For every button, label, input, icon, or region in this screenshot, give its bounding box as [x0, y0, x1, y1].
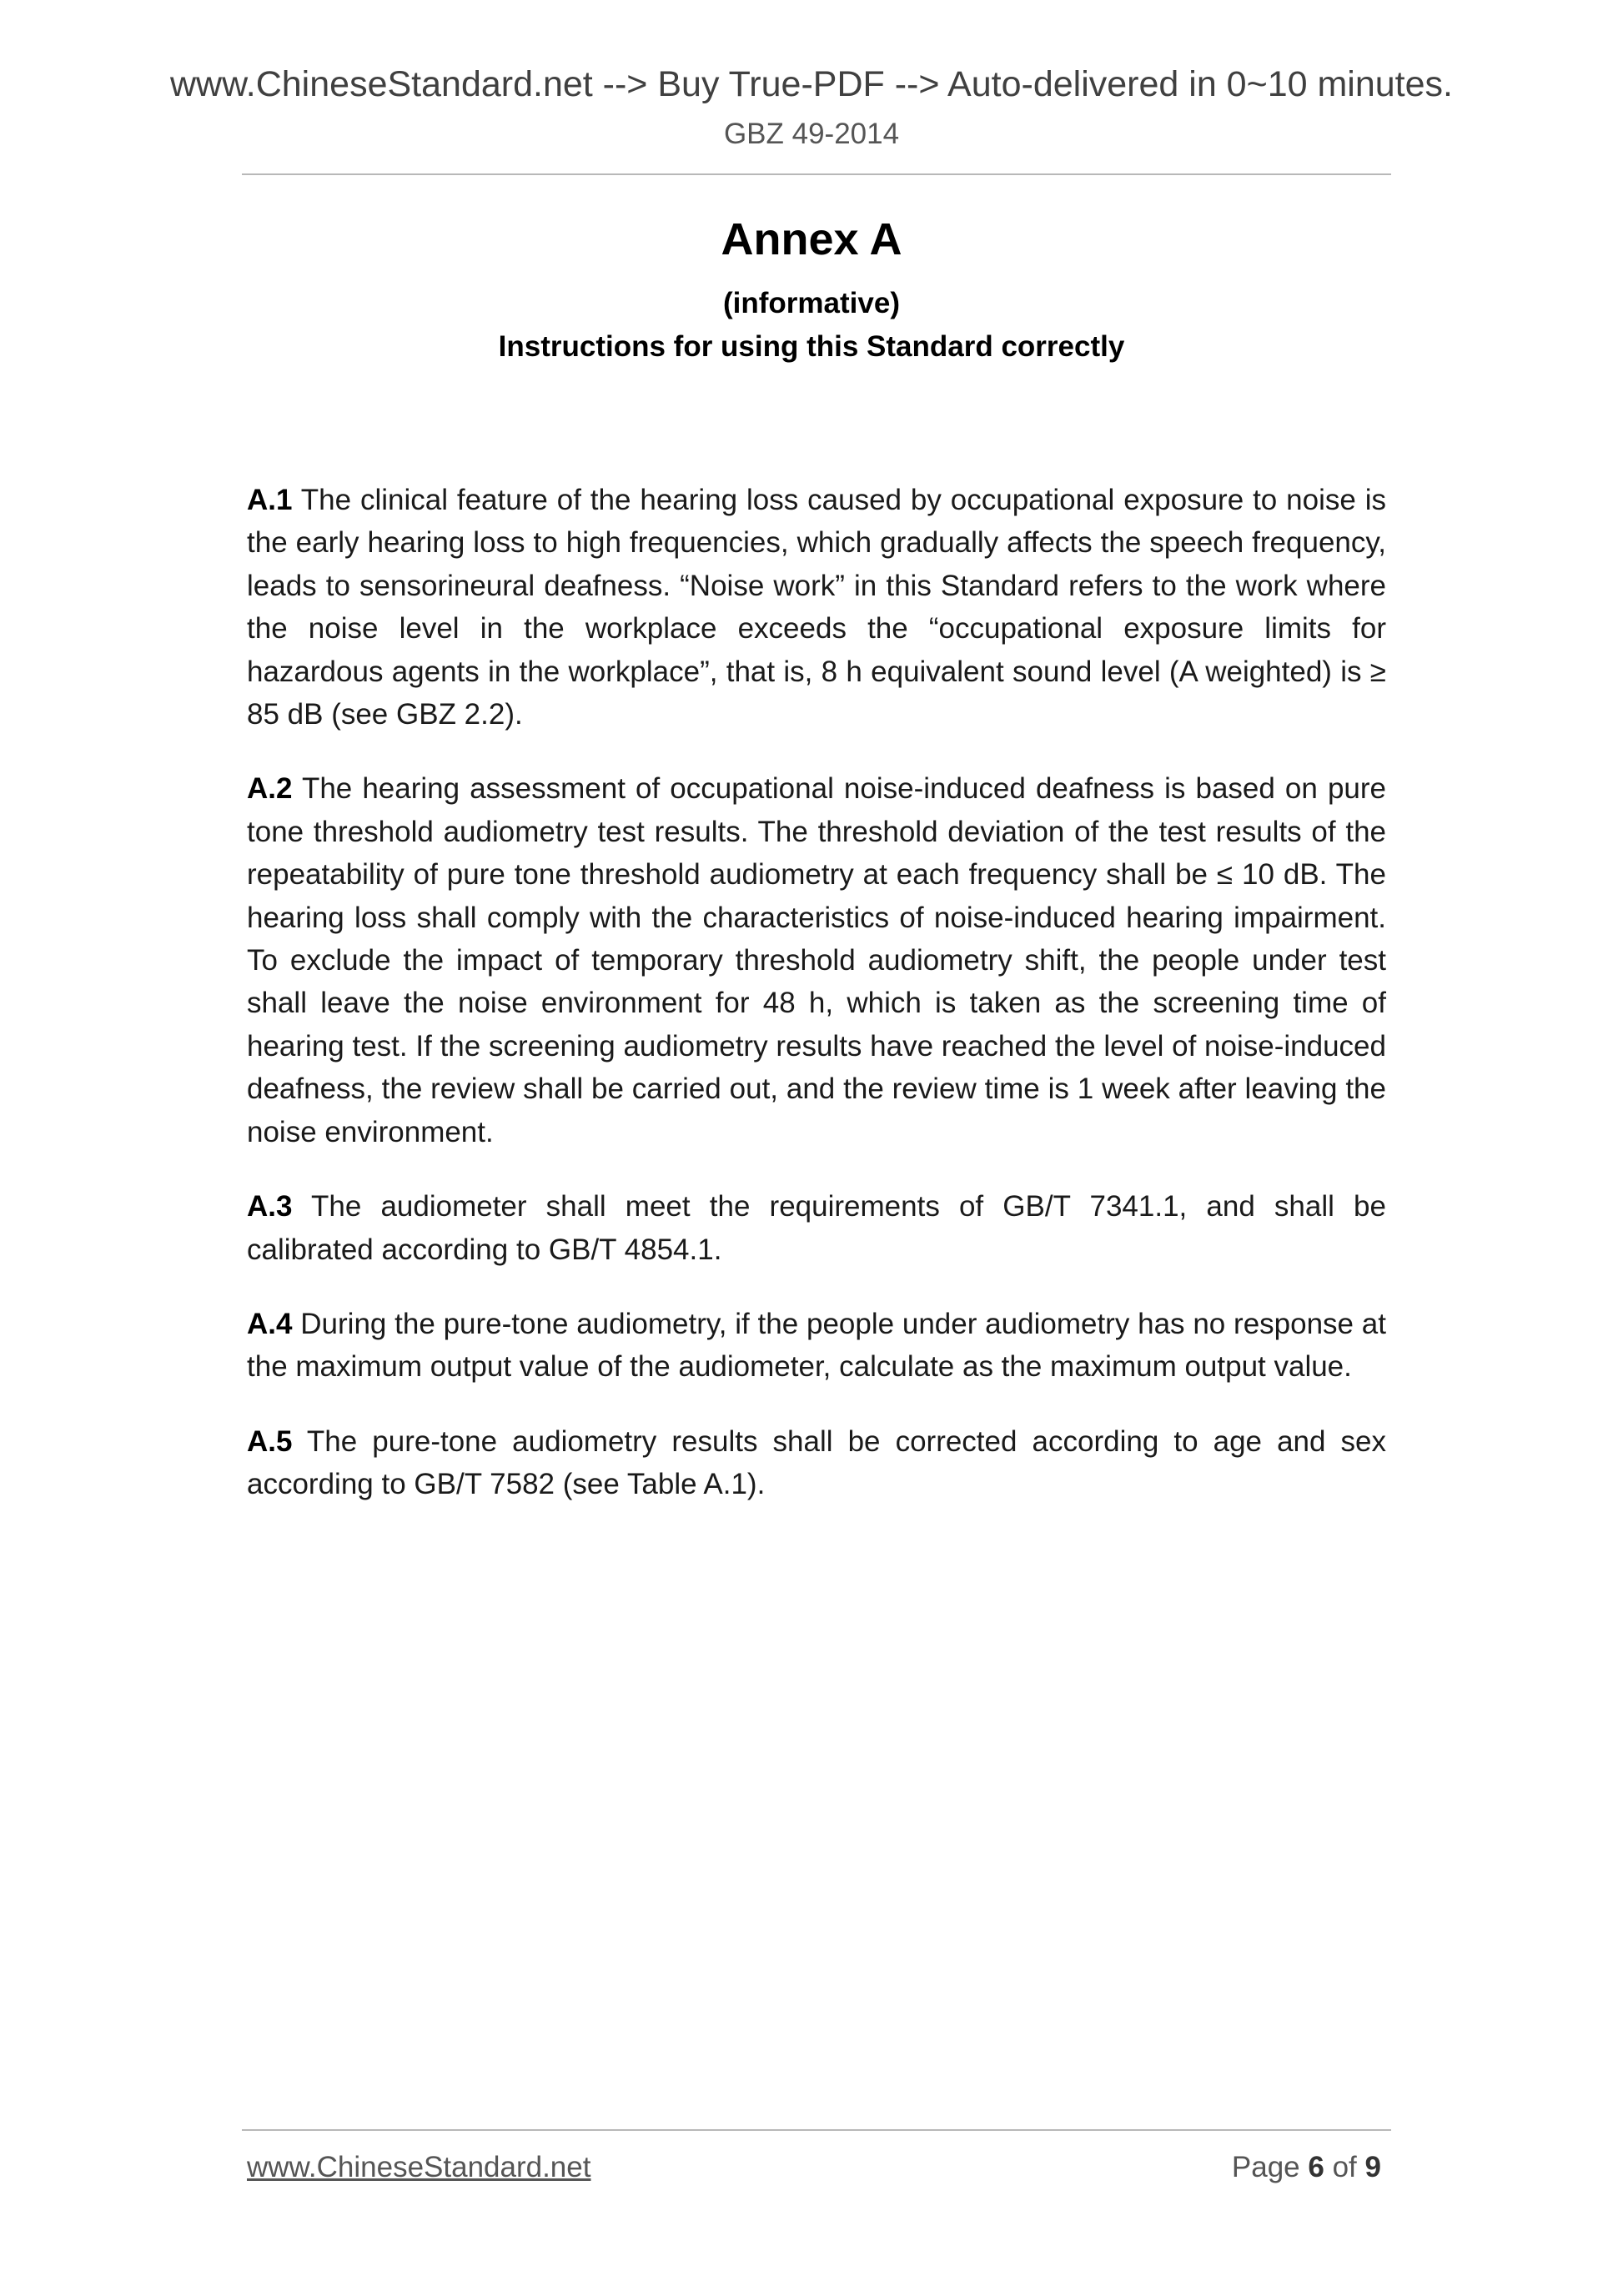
- clause-number: A.3: [247, 1190, 293, 1223]
- clause-text: The pure-tone audiometry results shall be corrected according to age and sex according to GB/T 7582 (see Table A.1).: [247, 1424, 1386, 1501]
- clause-text: During the pure-tone audiometry, if the people under audiometry has no response at the maximum output value of the audiometer, calculate as the maximum output value.: [247, 1307, 1386, 1384]
- clause-a4: [247, 1303, 1386, 1389]
- page-total: 9: [1364, 2151, 1381, 2183]
- document-id: GBZ 49-2014: [723, 118, 900, 150]
- footer-divider: [242, 2129, 1391, 2131]
- clause-a5: [247, 1420, 1386, 1506]
- page-current: 6: [1308, 2151, 1324, 2183]
- site-banner: www.ChineseStandard.net --> Buy True-PDF --> Auto-delivered in 0~10 minutes.: [169, 64, 1453, 104]
- clause-a1: [247, 479, 1386, 736]
- annex-title: Annex A: [721, 214, 902, 264]
- footer-site-link[interactable]: www.ChineseStandard.net: [247, 2151, 591, 2183]
- clause-number: A.2: [247, 772, 293, 806]
- page-word: Page: [1231, 2151, 1300, 2183]
- annex-subtitle: Instructions for using this Standard correctly: [498, 330, 1125, 363]
- annex-body: [247, 479, 1386, 1538]
- clause-text: The clinical feature of the hearing loss caused by occupational exposure to noise is the early hearing loss to high frequencies, which gradually affects the speech frequency, leads to sensorineural deafness. “Noise work” in this Standard refers to the work where the noise level in the workplace exceeds the “occupational exposure limits for hazardous agents in the workplace”, that is, 8 h equivalent sound level (A weighted) is ≥ 85 dB (see GBZ 2.2).: [247, 484, 1386, 731]
- clause-a2: [247, 767, 1386, 1153]
- clause-number: A.4: [247, 1307, 293, 1340]
- page-of: of: [1332, 2151, 1357, 2183]
- clause-text: The audiometer shall meet the requirements of GB/T 7341.1, and shall be calibrated according to GB/T 4854.1.: [247, 1190, 1386, 1266]
- clause-a3: [247, 1185, 1386, 1271]
- clause-number: A.1: [247, 484, 293, 516]
- clause-text: The hearing assessment of occupational noise-induced deafness is based on pure tone threshold audiometry test results. The threshold deviation of the test results of the repeatability of pure tone threshold audiometry at each frequency shall be ≤ 10 dB. The hearing loss shall comply with the characteristics of noise-induced hearing impairment. To exclude the impact of temporary threshold audiometry shift, the people under test shall leave the noise environment for 48 h, which is taken as the screening time of hearing test. If the screening audiometry results have reached the level of noise-induced deafness, the review shall be carried out, and the review time is 1 week after leaving the noise environment.: [247, 772, 1387, 1148]
- page-indicator: [1232, 2152, 1381, 2184]
- clause-number: A.5: [247, 1424, 293, 1458]
- annex-type: (informative): [723, 287, 900, 319]
- header-divider: [242, 173, 1391, 175]
